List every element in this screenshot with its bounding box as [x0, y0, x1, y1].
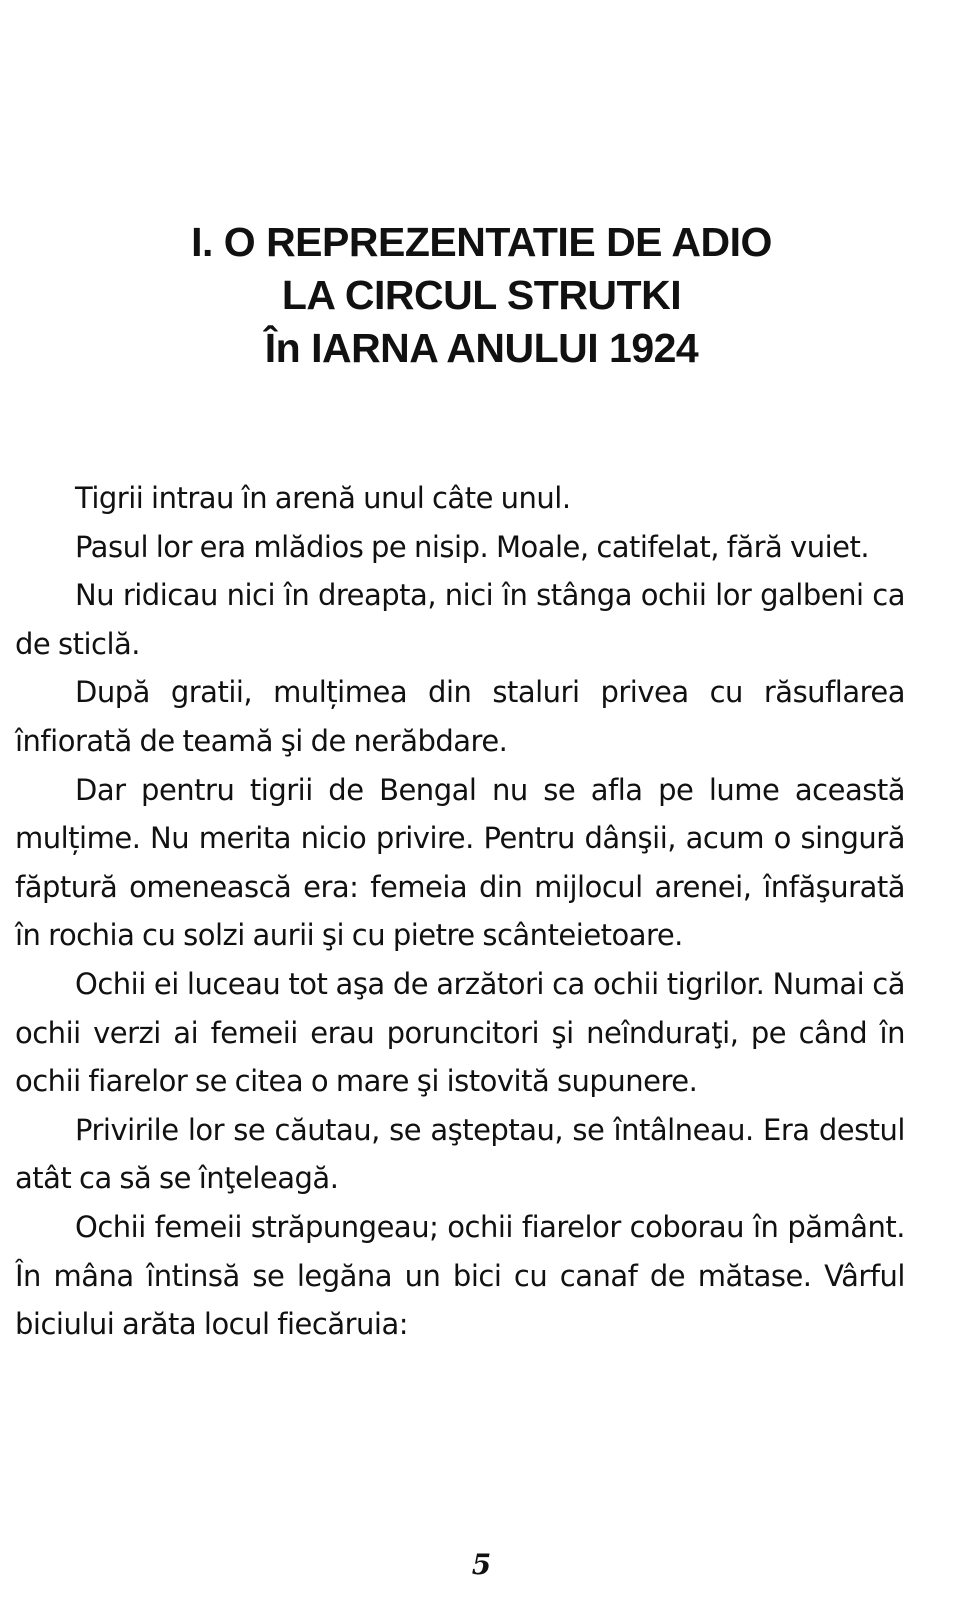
chapter-title-line: În IARNA ANULUI 1924: [264, 325, 699, 371]
paragraph: Nu ridicau nici în dreapta, nici în stânga ochii lor galbeni ca de sticlă.: [15, 578, 905, 661]
page-number: 5: [471, 1548, 492, 1581]
chapter-title: [0, 216, 963, 375]
chapter-body: [15, 474, 905, 1349]
paragraph: Tigrii intrau în arenă unul câte unul.: [75, 481, 571, 515]
paragraph: După gratii, mulțimea din staluri privea cu răsuflarea înfiorată de teamă şi de nerăbdare.: [15, 675, 905, 758]
paragraph: Privirile lor se căutau, se aşteptau, se întâlneau. Era destul atât ca să se înţeleagă.: [15, 1112, 905, 1196]
chapter-title-line: LA CIRCUL STRUTKI: [281, 272, 682, 318]
paragraph: Ochii ei luceau tot aşa de arzători ca ochii tigrilor. Numai că ochii verzi ai femeii erau poruncitori şi neînduraţi, pe când în ochii fiarelor se citea o mare şi istovită supunere.: [15, 966, 905, 1099]
paragraph: Pasul lor era mlădios pe nisip. Moale, catifelat, fără vuiet.: [75, 529, 870, 564]
paragraph: Dar pentru tigrii de Bengal nu se afla pe lume această mulțime. Nu merita nicio privire. Pentru dânşii, acum o singură făptură omenească era: femeia din mijlocul arenei, înfăşurată în rochia cu solzi aurii şi cu pietre scânteietoare.: [15, 772, 905, 953]
chapter-title-line: I. O REPREZENTATIE DE ADIO: [191, 219, 772, 265]
paragraph: Ochii femeii străpungeau; ochii fiarelor coborau în pământ. În mâna întinsă se legăna un bici cu canaf de mătase. Vârful biciului arăta locul fiecăruia:: [15, 1209, 905, 1342]
